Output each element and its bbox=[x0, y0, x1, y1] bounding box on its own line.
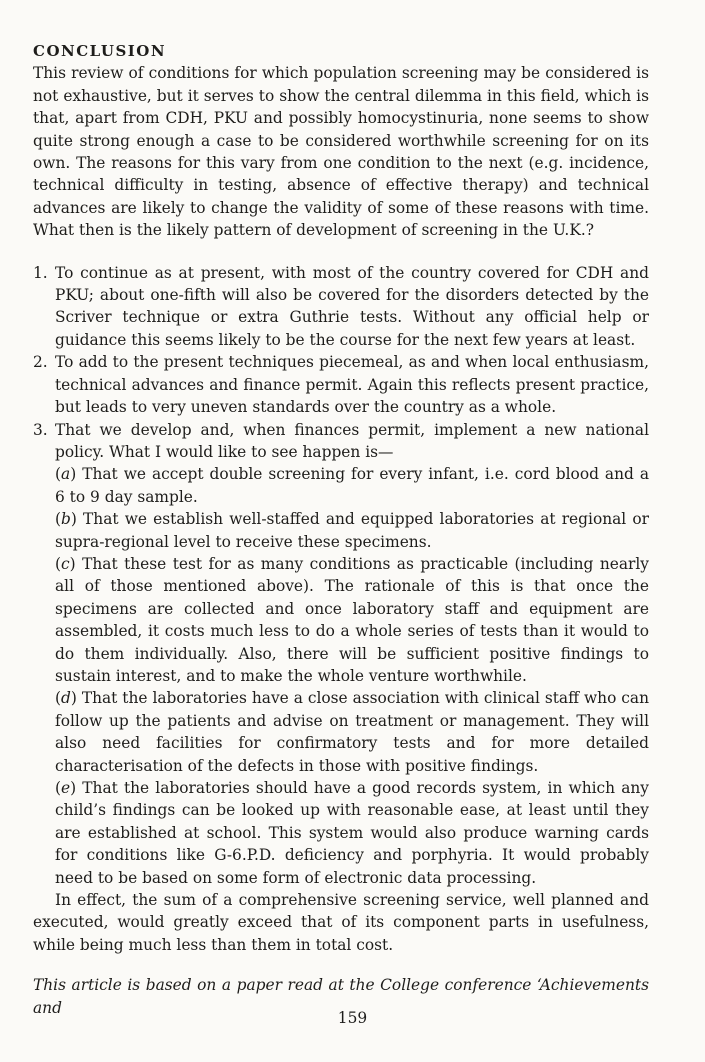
subpoint-text: That these test for as many conditions as practicable (including nearly all of those mentioned above). The rationale of this is that once the specimens are collected and once laboratory staff and equipment are assembled, it costs much less to do a whole series of tests than it would to do them individually. Also, there will be sufficient positive findings to sustain interest, and to make the whole venture worthwhile. bbox=[55, 554, 649, 685]
subpoint-letter: e bbox=[61, 779, 71, 797]
subpoint-letter: c bbox=[61, 554, 70, 573]
list-item bbox=[33, 419, 649, 890]
list-item-number: 3. bbox=[33, 420, 48, 439]
list-item bbox=[33, 351, 649, 418]
list-item-text: To continue as at present, with most of the country covered for CDH and PKU; about one-fifth will also be covered for the disorders detected by the Scriver technique or extra Guthrie tests. Without any official help or guidance this seems likely to be the course for the next few years at least. bbox=[55, 263, 649, 349]
list-item-number: 2. bbox=[33, 353, 48, 372]
subpoint: (a) That we accept double screening for every infant, i.e. cord blood and a 6 to 9 day sample. bbox=[55, 465, 649, 506]
subpoint-text: That the laboratories should have a good records system, in which any child’s findings can be looked up with reasonable ease, at least until they are established at school. This system would also produce warning cards for conditions like G-6.P.D. deficiency and porphyria. It would probably need to be based on some form of electronic data processing. bbox=[55, 779, 649, 887]
page-number: 159 bbox=[337, 1009, 368, 1027]
page-body bbox=[33, 40, 649, 1019]
list-item-text: That we develop and, when finances permit, implement a new national policy. What I would like to see happen is— bbox=[55, 420, 649, 461]
subpoint-letter: d bbox=[61, 689, 71, 708]
subpoint: (e) That the laboratories should have a good records system, in which any child’s findings can be looked up with reasonable ease, at least until they are established at school. This system would also produce warning cards for conditions like G-6.P.D. deficiency and porphyria. It would probably need to be based on some form of electronic data processing. bbox=[55, 779, 649, 887]
subpoint: (c) That these test for as many conditions as practicable (including nearly all of those mentioned above). The rationale of this is that once the specimens are collected and once laboratory staff and equipment are assembled, it costs much less to do a whole series of tests than it would to do them individually. Also, there will be sufficient positive findings to sustain interest, and to make the whole venture worthwhile. bbox=[55, 554, 649, 685]
subpoint: (d) That the laboratories have a close association with clinical staff who can follow up the patients and advise on treatment or management. They will also need facilities for confirmatory tests and for more detailed characterisation of the defects in those with positive findings. bbox=[55, 689, 649, 775]
subpoint-text: That we establish well-staffed and equipped laboratories at regional or supra-regional level to receive these specimens. bbox=[55, 510, 649, 551]
intro-paragraph: This review of conditions for which population screening may be considered is not exhaustive, but it serves to show the central dilemma in this field, which is that, apart from CDH, PKU and possibly homocystinuria, none seems to show quite strong enough a case to be considered worthwhile screening for on its own. The reasons for this vary from one condition to the next (e.g. incidence, technical difficulty in testing, absence of effective therapy) and technical advances are likely to change the validity of some of these reasons with time. What then is the likely pattern of development of screening in the U.K.? bbox=[33, 64, 649, 240]
subpoint-letter: b bbox=[61, 510, 71, 529]
subpoint-text: That we accept double screening for every infant, i.e. cord blood and a 6 to 9 day sample. bbox=[55, 465, 649, 506]
list-item-text: To add to the present techniques piecemeal, as and when local enthusiasm, technical advances and finance permit. Again this reflects present practice, but leads to very uneven standards over the country as a whole. bbox=[55, 353, 649, 417]
subpoint-text: That the laboratories have a close association with clinical staff who can follow up the patients and advise on treatment or management. They will also need facilities for confirmatory tests and for more detailed characterisation of the defects in those with positive findings. bbox=[55, 689, 649, 775]
section-heading: CONCLUSION bbox=[33, 42, 167, 60]
closing-paragraph: In effect, the sum of a comprehensive screening service, well planned and executed, would greatly exceed that of its component parts in usefulness, while being much less than them in total cost. bbox=[33, 891, 649, 954]
numbered-list bbox=[33, 262, 649, 889]
list-item bbox=[33, 262, 649, 352]
footnote: This article is based on a paper read at the College conference ‘Achievements and bbox=[33, 976, 649, 1017]
subpoint: (b) That we establish well-staffed and equipped laboratories at regional or supra-regional level to receive these specimens. bbox=[55, 510, 649, 551]
list-item-number: 1. bbox=[33, 263, 48, 282]
subpoint-letter: a bbox=[61, 465, 71, 484]
